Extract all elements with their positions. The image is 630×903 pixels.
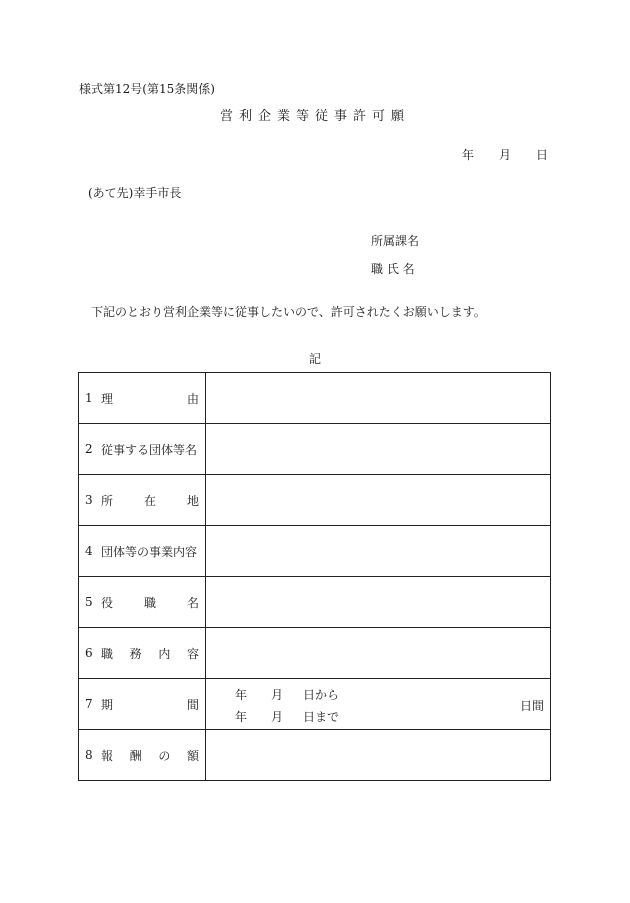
date-month-label: 月 [499,148,512,162]
row-label-char: 間 [186,697,199,712]
row-value-field[interactable] [206,679,551,730]
row-value-field[interactable] [206,373,551,424]
date-year-label: 年 [462,148,475,162]
row-label-char: 職 [143,595,156,610]
row-label-char: 額 [186,748,199,763]
row-label-text [101,696,199,713]
period-to-month-label: 月 [271,710,284,724]
period-days-label: 日間 [519,699,544,713]
row-label-cell [79,526,206,577]
row-label-char: 在 [143,493,156,508]
row-value-field[interactable] [206,424,551,475]
period-from-year-label: 年 [235,688,248,702]
table-row [79,577,551,628]
row-label-char: 地 [186,493,199,508]
row-label-char: 所 [101,493,114,508]
row-label-char: 務 [129,646,142,661]
form-number: 様式第12号(第15条関係) [79,82,215,96]
row-label-cell [79,577,206,628]
period-from[interactable] [235,686,339,703]
row-label-text [101,441,199,458]
row-label [85,492,199,509]
row-label-char: 酬 [129,748,142,763]
row-label-cell [79,679,206,730]
row-number: 6 [85,646,93,660]
row-number: 5 [85,595,93,609]
row-label-cell [79,475,206,526]
row-label-text [101,543,199,560]
row-label-char: の [158,748,171,763]
name-label: 職 氏 名 [371,262,415,276]
row-label [85,543,199,560]
date-line [462,146,548,163]
period-to-day-label: 日まで [303,710,340,724]
table-row [79,628,551,679]
applicant-block [371,227,419,283]
row-label [85,645,199,662]
row-label-cell [79,424,206,475]
row-label-full: 従事する団体等名 [101,442,198,457]
row-value-field[interactable] [206,628,551,679]
row-label [85,594,199,611]
row-number: 7 [85,697,93,711]
row-label-char: 容 [186,646,199,661]
table-row [79,424,551,475]
form-table [78,372,551,781]
department-label: 所属課名 [371,234,420,248]
row-label [85,696,199,713]
row-label-text [101,645,199,662]
row-number: 8 [85,748,93,762]
row-value-field[interactable] [206,730,551,781]
period-to-year-label: 年 [235,710,248,724]
row-label-text [101,390,199,407]
ki-label: 記 [308,352,321,366]
period-to[interactable] [235,708,339,725]
row-label-char: 内 [158,646,171,661]
row-number: 1 [85,391,93,405]
period-field[interactable] [206,679,550,729]
row-label-char: 役 [101,595,114,610]
row-label [85,390,199,407]
table-row [79,373,551,424]
row-label-char: 報 [101,748,114,763]
table-row [79,730,551,781]
row-label [85,441,199,458]
row-label-char: 期 [101,697,114,712]
row-label-text [101,747,199,764]
row-value-field[interactable] [206,526,551,577]
row-number: 4 [85,544,93,558]
row-label-char: 職 [101,646,114,661]
row-label-char: 名 [186,595,199,610]
row-value-field[interactable] [206,475,551,526]
row-label-cell [79,730,206,781]
period-from-day-label: 日から [303,688,340,702]
body-text: 下記のとおり営利企業等に従事したいので、許可されたくお願いします。 [91,305,486,319]
row-label-cell [79,628,206,679]
addressee: (あて先)幸手市長 [88,186,182,200]
row-label-text [101,492,199,509]
row-label-full: 団体等の事業内容 [101,544,198,559]
row-number: 3 [85,493,93,507]
period-from-month-label: 月 [271,688,284,702]
table-row [79,679,551,730]
row-label-char: 理 [101,391,114,406]
document-title: 営利企業等従事許可願 [219,109,410,124]
row-label-text [101,594,199,611]
table-row [79,526,551,577]
table-row [79,475,551,526]
row-number: 2 [85,442,93,456]
row-label [85,747,199,764]
row-label-char: 由 [186,391,199,406]
row-label-cell [79,373,206,424]
row-value-field[interactable] [206,577,551,628]
date-day-label: 日 [536,148,549,162]
